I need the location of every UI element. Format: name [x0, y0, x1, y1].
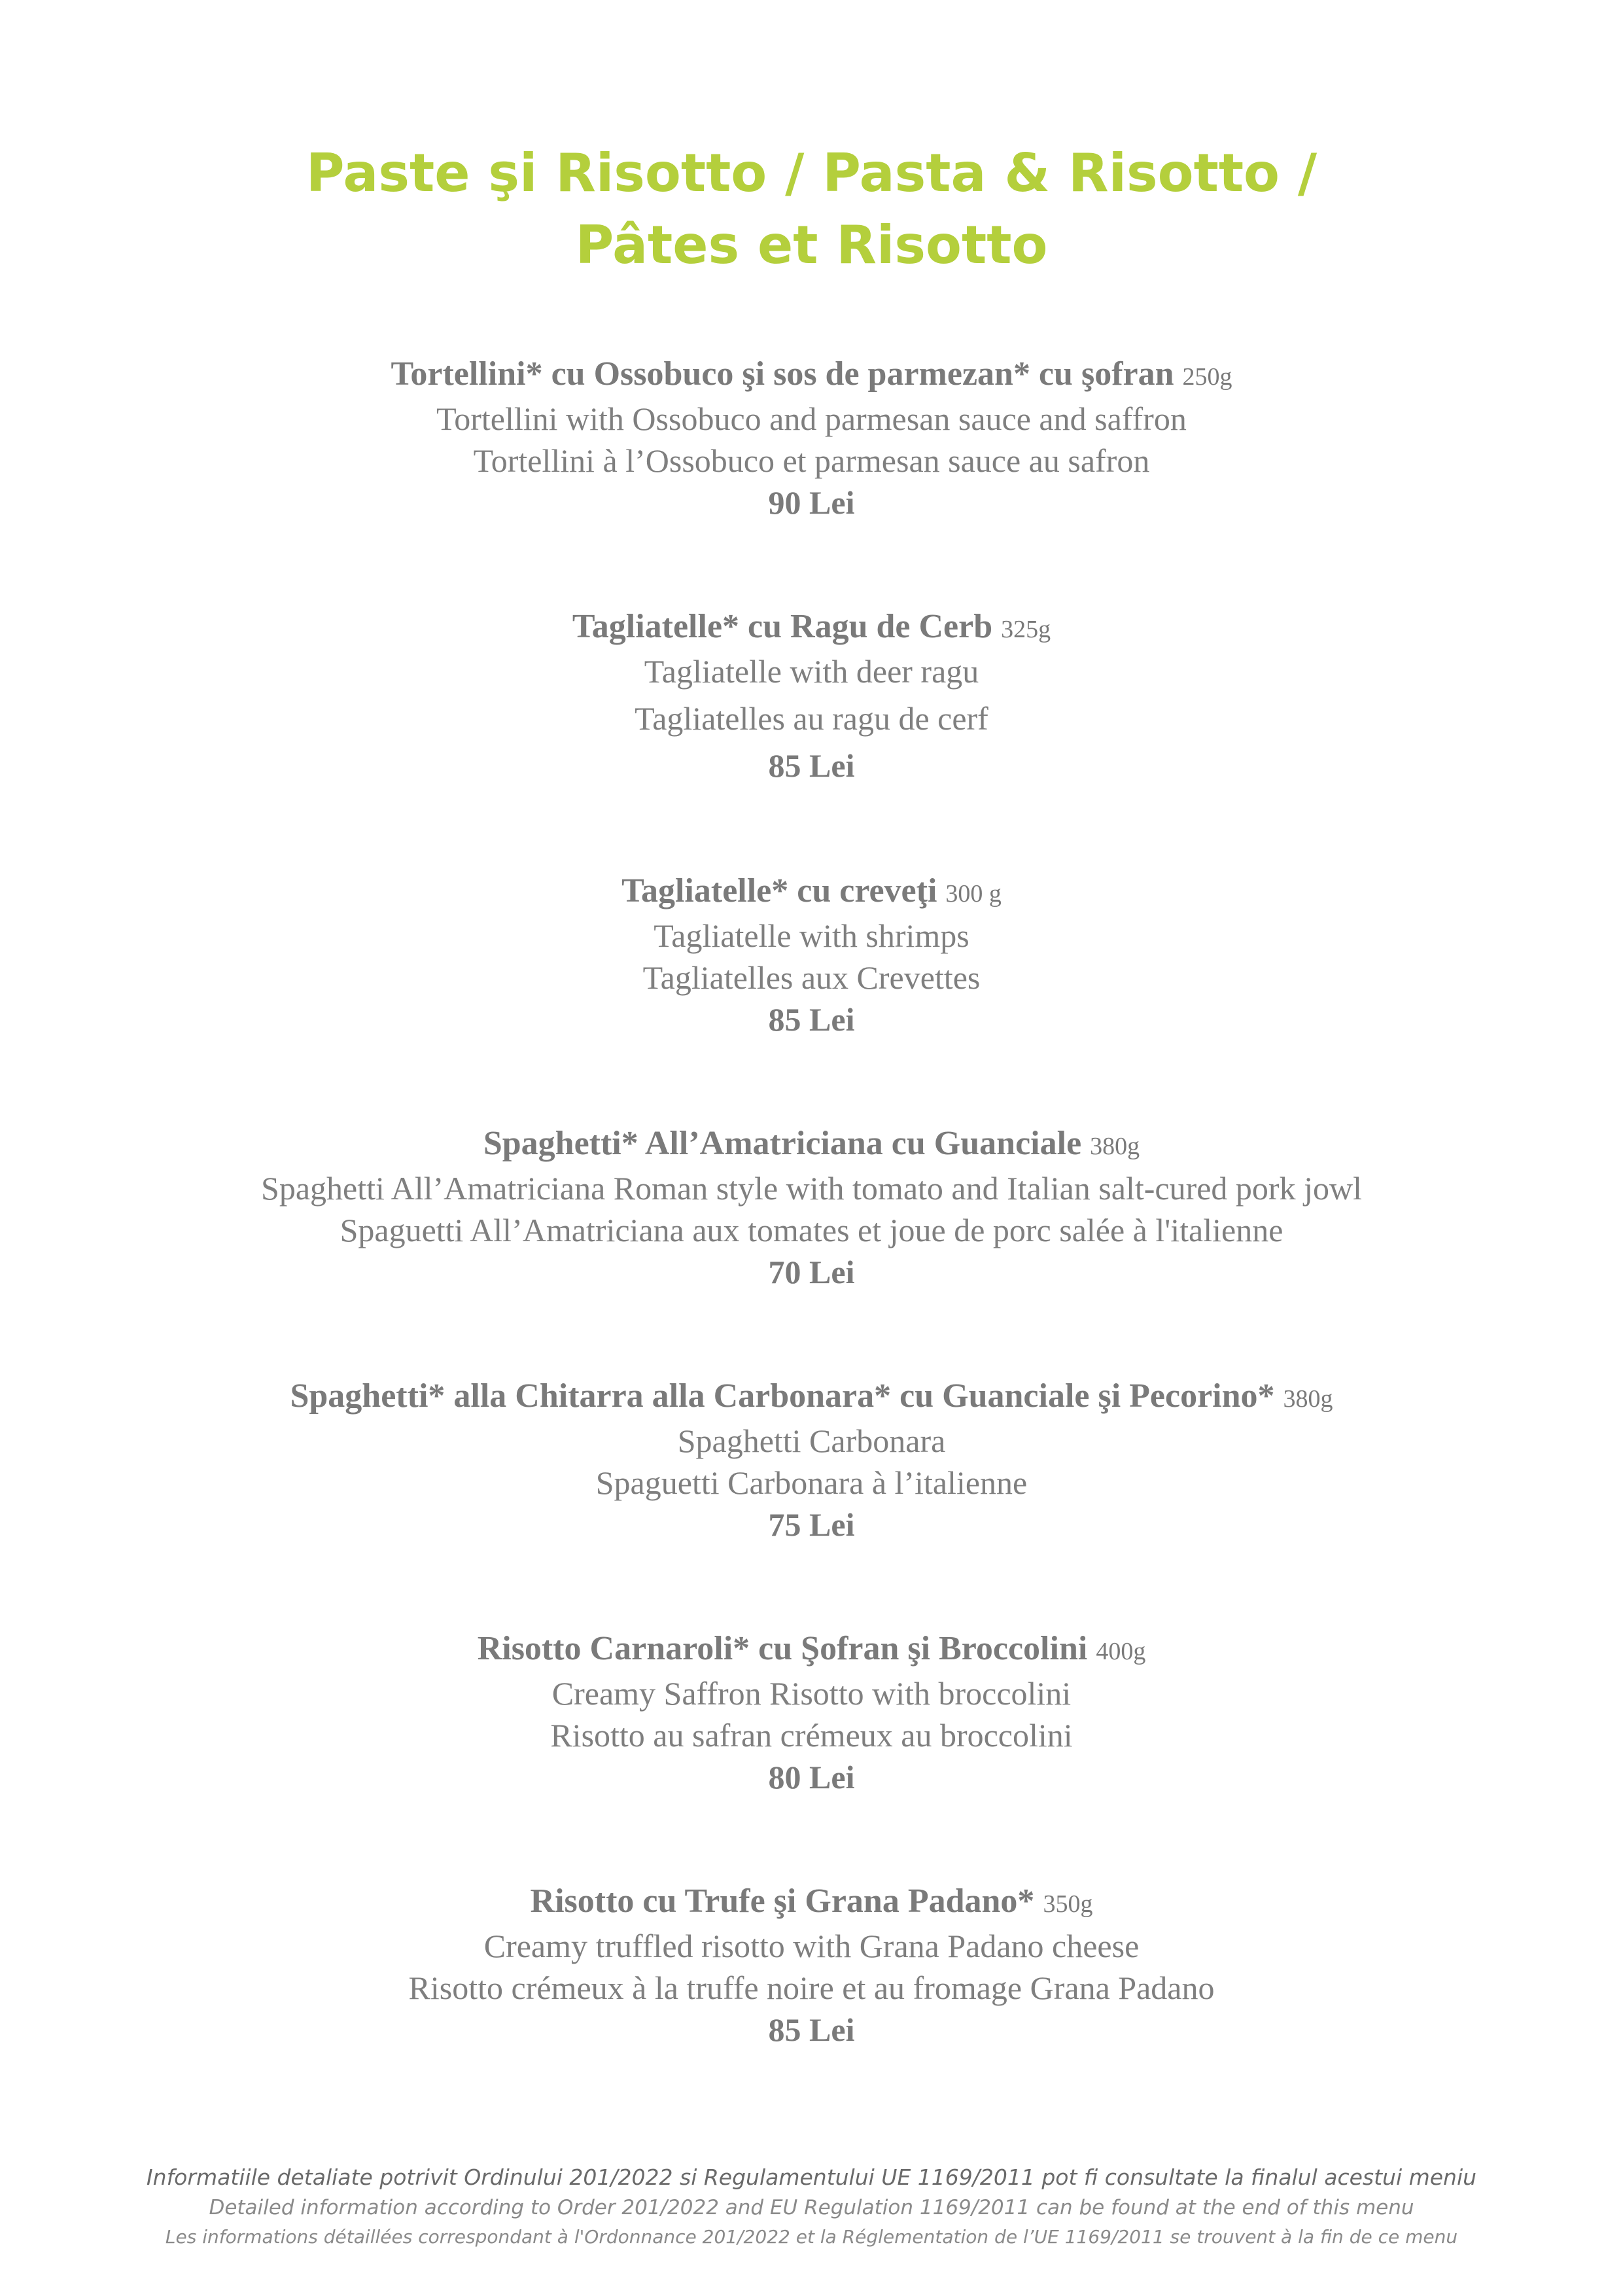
dish-name: Spaghetti* alla Chitarra alla Carbonara* cu Guanciale şi Pecorino* [290, 1377, 1275, 1415]
dish-price: 85 Lei [768, 747, 855, 784]
dish-weight: 400g [1096, 1638, 1146, 1665]
dish-description-en: Creamy Saffron Risotto with broccolini [551, 1675, 1072, 1712]
footer-note-fr: Les informations détaillées correspondant à l'Ordonnance 201/2022 et la Réglementation de l’UE 1169/2011 se trouvent à la fin de ce menu [165, 2226, 1458, 2248]
dish-name: Spaghetti* All’Amatriciana cu Guanciale [483, 1125, 1082, 1162]
dish-weight: 380g [1283, 1385, 1333, 1413]
dish-weight: 300 g [945, 880, 1002, 908]
dish-price: 70 Lei [768, 1254, 855, 1290]
dish-description-fr: Spaguetti All’Amatriciana aux tomates et joue de porc salée à l'italienne [340, 1212, 1283, 1248]
legal-footer [0, 2163, 1623, 2252]
menu-item-tagliatelle-creveti [0, 870, 1623, 1040]
menu-item-tagliatelle-cerb [0, 606, 1623, 786]
dish-description-en: Tortellini with Ossobuco and parmesan sauce and saffron [436, 400, 1187, 437]
dish-description-en: Spaghetti All’Amatriciana Roman style with tomato and Italian salt-cured pork jowl [261, 1170, 1362, 1207]
page-title [0, 137, 1623, 281]
dish-description-fr: Tagliatelles au ragu de cerf [635, 700, 988, 737]
dish-price: 80 Lei [768, 1759, 855, 1795]
dish-description-fr: Tortellini à l’Ossobuco et parmesan sauce au safron [473, 442, 1150, 479]
dish-weight: 250g [1182, 363, 1232, 391]
dish-description-fr: Risotto au safran crémeux au broccolini [550, 1717, 1073, 1754]
page-title-line-1: Paste şi Risotto / Pasta & Risotto / [305, 143, 1318, 203]
dish-name: Tagliatelle* cu creveţi [621, 872, 937, 910]
menu-item-carbonara [0, 1375, 1623, 1545]
menu-item-amatriciana [0, 1123, 1623, 1293]
dish-weight: 325g [1001, 616, 1051, 643]
menu-item-risotto-sofran [0, 1628, 1623, 1798]
dish-description-fr: Spaguetti Carbonara à l’italienne [595, 1464, 1028, 1501]
dish-name: Tagliatelle* cu Ragu de Cerb [572, 608, 993, 645]
dish-price: 75 Lei [768, 1506, 855, 1543]
dish-weight: 350g [1043, 1890, 1093, 1918]
dish-description-fr: Tagliatelles aux Crevettes [642, 959, 981, 996]
menu-item-risotto-trufe [0, 1881, 1623, 2051]
dish-name: Risotto Carnaroli* cu Şofran şi Broccolini [477, 1630, 1088, 1667]
dish-name: Tortellini* cu Ossobuco şi sos de parmezan* cu şofran [391, 355, 1174, 393]
dish-price: 90 Lei [768, 484, 855, 521]
footer-note-ro: Informatiile detaliate potrivit Ordinului 201/2022 si Regulamentului UE 1169/2011 pot fi consultate la finalul acestui meniu [146, 2164, 1477, 2190]
dish-description-fr: Risotto crémeux à la truffe noire et au fromage Grana Padano [408, 1969, 1215, 2006]
dish-description-en: Spaghetti Carbonara [677, 1422, 946, 1459]
dish-description-en: Creamy truffled risotto with Grana Padano cheese [483, 1928, 1140, 1964]
dish-description-en: Tagliatelle with shrimps [654, 917, 969, 954]
dish-price: 85 Lei [768, 2011, 855, 2048]
dish-weight: 380g [1090, 1133, 1140, 1160]
dish-price: 85 Lei [768, 1001, 855, 1038]
page-title-line-2: Pâtes et Risotto [575, 215, 1048, 275]
dish-description-en: Tagliatelle with deer ragu [644, 653, 979, 690]
menu-item-tortellini [0, 353, 1623, 523]
footer-note-en: Detailed information according to Order 201/2022 and EU Regulation 1169/2011 can be found at the end of this menu [209, 2196, 1414, 2219]
dish-name: Risotto cu Trufe şi Grana Padano* [530, 1882, 1035, 1920]
